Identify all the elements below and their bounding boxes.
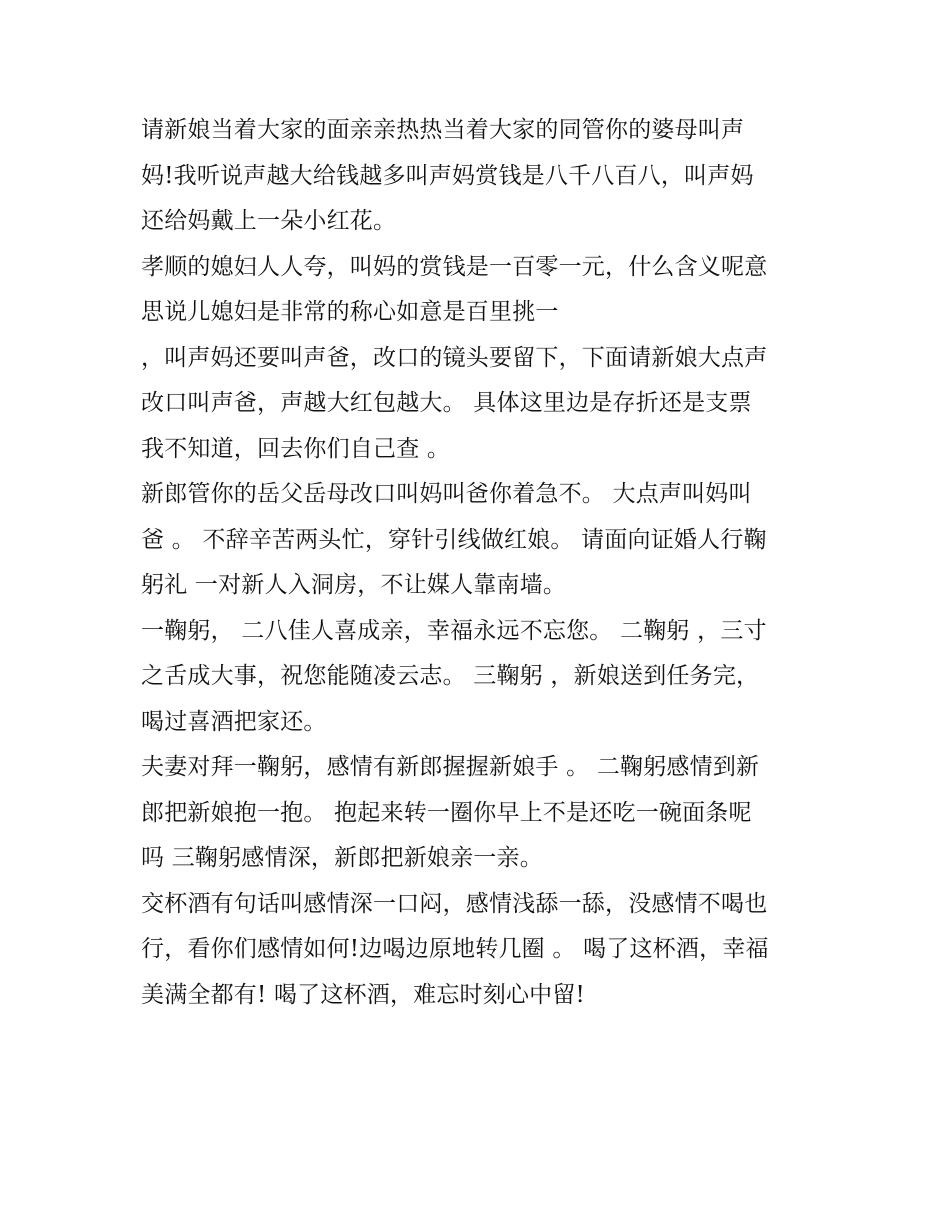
text-line-11: 躬礼 一对新人入洞房，不让媒人靠南墙。	[141, 572, 567, 598]
text-line-4: 孝顺的媳妇人人夸，叫妈的赏钱是一百零一元，什么含义呢意	[141, 253, 768, 280]
text-line-7: 改口叫声爸，声越大红包越大。 具体这里边是存折还是支票	[141, 390, 752, 416]
text-line-1: 请新娘当着大家的面亲亲热热当着大家的同管你的婆母叫声	[141, 117, 745, 143]
text-line-19: 行，看你们感情如何!边喝边原地转几圈 。 喝了这杯酒，幸福	[141, 936, 769, 962]
text-line-2: 妈!我听说声越大给钱越多叫声妈赏钱是八千八百八，叫声妈	[141, 162, 754, 189]
text-line-20: 美满全都有! 喝了这杯酒，难忘时刻心中留!	[141, 981, 585, 1008]
text-line-18: 交杯酒有句话叫感情深一口闷，感情浅舔一舔，没感情不喝也	[141, 890, 768, 917]
text-line-13: 之舌成大事，祝您能随凌云志。 三鞠躬 ，新娘送到任务完，	[141, 663, 760, 689]
text-line-6: ，叫声妈还要叫声爸，改口的镜头要留下，下面请新娘大点声	[141, 344, 768, 371]
text-line-17: 吗 三鞠躬感情深，新郎把新娘亲一亲。	[141, 845, 543, 871]
text-line-3: 还给妈戴上一朵小红花。	[141, 208, 397, 234]
text-line-9: 新郎管你的岳父岳母改口叫妈叫爸你着急不。 大点声叫妈叫	[141, 481, 752, 507]
text-line-5: 思说儿媳妇是非常的称心如意是百里挑一	[141, 299, 559, 325]
text-line-8: 我不知道，回去你们自己查 。	[141, 435, 451, 462]
text-line-12: 一鞠躬， 二八佳人喜成亲，幸福永远不忘您。 二鞠躬 ，三寸	[141, 617, 767, 644]
text-line-10: 爸 。 不辞辛苦两头忙，穿针引线做红娘。 请面向证婚人行鞠	[141, 526, 767, 553]
text-line-15: 夫妻对拜一鞠躬，感情有新郎握握新娘手 。 二鞠躬感情到新	[141, 754, 760, 780]
text-line-14: 喝过喜酒把家还。	[141, 708, 327, 735]
text-line-16: 郎把新娘抱一抱。 抱起来转一圈你早上不是还吃一碗面条呢	[141, 799, 752, 826]
document-body	[141, 108, 831, 1018]
